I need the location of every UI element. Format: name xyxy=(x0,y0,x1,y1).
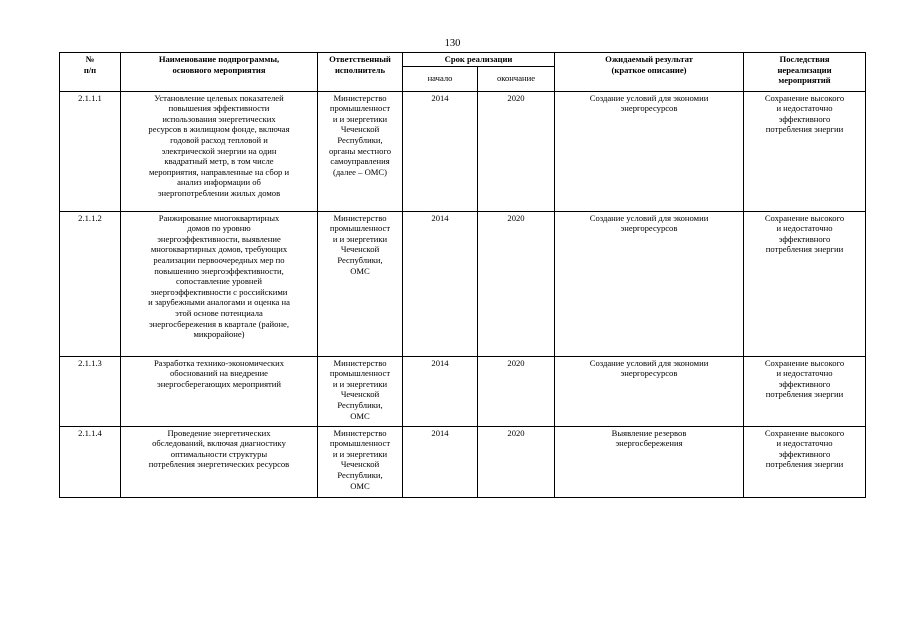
row-consequences: Сохранение высокого и недостаточно эффективного потребления энергии xyxy=(744,426,866,497)
row-executor: Министерство промышленност и и энергетики Чеченской Республики, ОМС xyxy=(318,356,403,426)
row-start: 2014 xyxy=(403,211,478,356)
header-consequences: Последствия нереализации мероприятий xyxy=(744,53,866,92)
row-end: 2020 xyxy=(478,91,555,211)
header-row xyxy=(60,53,866,67)
header-term: Срок реализации xyxy=(403,53,555,67)
row-name: Установление целевых показателей повышения эффективности использования энергетических ресурсов в жилищном фонде, включая годовой расход тепловой и электрической энергии на один квадратный метр, в том числе мероприятия, направленные на сбор и анализ информации об энергопотреблении жилых домов xyxy=(121,91,318,211)
header-num: № п/п xyxy=(60,53,121,92)
header-start: начало xyxy=(403,66,478,91)
row-result: Создание условий для экономии энергоресурсов xyxy=(555,211,744,356)
header-result: Ожидаемый результат (краткое описание) xyxy=(555,53,744,92)
row-start: 2014 xyxy=(403,426,478,497)
table-row xyxy=(60,356,866,426)
row-executor: Министерство промышленност и и энергетики Чеченской Республики, ОМС xyxy=(318,211,403,356)
row-end: 2020 xyxy=(478,426,555,497)
row-start: 2014 xyxy=(403,91,478,211)
table-row xyxy=(60,91,866,211)
row-name: Проведение энергетических обследований, включая диагностику оптимальности структуры потребления энергетических ресурсов xyxy=(121,426,318,497)
row-executor: Министерство промышленност и и энергетики Чеченской Республики, ОМС xyxy=(318,426,403,497)
measures-table xyxy=(59,52,866,498)
row-num: 2.1.1.4 xyxy=(60,426,121,497)
header-name: Наименование подпрограммы, основного мероприятия xyxy=(121,53,318,92)
row-executor: Министерство промышленност и и энергетики Чеченской Республики, органы местного самоуправления (далее – ОМС) xyxy=(318,91,403,211)
row-result: Создание условий для экономии энергоресурсов xyxy=(555,91,744,211)
row-start: 2014 xyxy=(403,356,478,426)
row-name: Разработка технико-экономических обоснований на внедрение энергосберегающих мероприятий xyxy=(121,356,318,426)
row-num: 2.1.1.3 xyxy=(60,356,121,426)
row-result: Выявление резервов энергосбережения xyxy=(555,426,744,497)
page-number: 130 xyxy=(444,38,461,49)
row-end: 2020 xyxy=(478,356,555,426)
header-end: окончание xyxy=(478,66,555,91)
row-consequences: Сохранение высокого и недостаточно эффективного потребления энергии xyxy=(744,211,866,356)
table-row xyxy=(60,211,866,356)
header-executor: Ответственный исполнитель xyxy=(318,53,403,92)
row-name: Ранжирование многоквартирных домов по уровню энергоэффективности, выявление многоквартирных домов, требующих реализации первоочередных мер по повышению энергоэффективности, сопоставление уровней энергоэффективности с российскими и зарубежными аналогами и оценка на этой основе потенциала энергосбережения в квартале (районе, микрорайоне) xyxy=(121,211,318,356)
table-row xyxy=(60,426,866,497)
row-num: 2.1.1.1 xyxy=(60,91,121,211)
row-consequences: Сохранение высокого и недостаточно эффективного потребления энергии xyxy=(744,91,866,211)
row-result: Создание условий для экономии энергоресурсов xyxy=(555,356,744,426)
row-consequences: Сохранение высокого и недостаточно эффективного потребления энергии xyxy=(744,356,866,426)
row-end: 2020 xyxy=(478,211,555,356)
row-num: 2.1.1.2 xyxy=(60,211,121,356)
